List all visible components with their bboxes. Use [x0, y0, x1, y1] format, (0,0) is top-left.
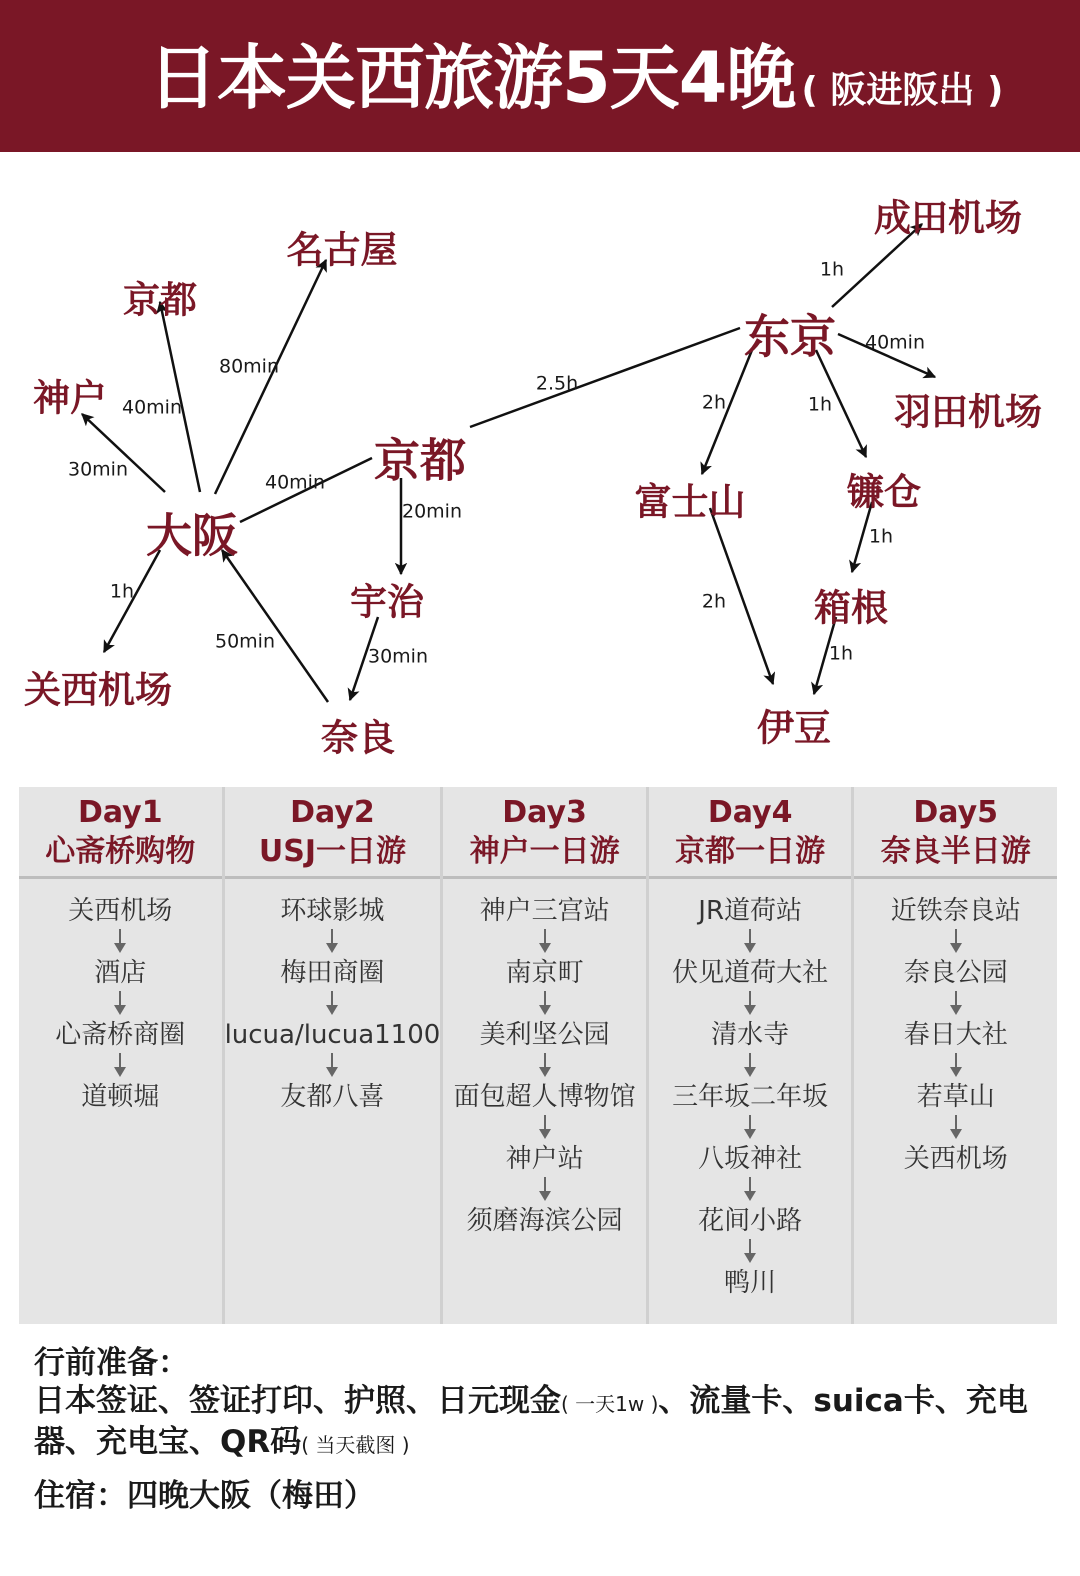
stop-item: 近铁奈良站	[890, 896, 1021, 926]
down-arrow-icon	[443, 1053, 646, 1079]
down-arrow-icon	[649, 1053, 852, 1079]
place-izu: 伊豆	[757, 706, 831, 750]
day-label: Day4	[707, 795, 793, 830]
day-column-1	[19, 787, 225, 1324]
day-stops	[443, 879, 646, 1239]
day-column-4	[649, 787, 855, 1324]
place-haneda: 羽田机场	[894, 390, 1042, 434]
place-names	[24, 197, 1042, 760]
place-kyoto: 京都	[374, 433, 466, 488]
stop-item: 道顿堀	[81, 1082, 160, 1112]
down-arrow-icon	[649, 991, 852, 1017]
stop-item: 三年坂二年坂	[672, 1082, 829, 1112]
prep-note-qr: ( 当天截图 )	[301, 1433, 410, 1457]
stop-item: 环球影城	[280, 896, 385, 926]
stop-item: 神户三宫站	[479, 896, 610, 926]
down-arrow-icon	[225, 929, 441, 955]
edge-label-tokyo-narita: 1h	[819, 258, 845, 281]
stop-item: 关西机场	[903, 1144, 1008, 1174]
place-kobe: 神户	[33, 376, 107, 420]
stop-item: 若草山	[916, 1082, 995, 1112]
stop-item: 奈良公园	[903, 958, 1008, 988]
day-stops	[649, 879, 852, 1301]
stop-item: 友都八喜	[280, 1082, 385, 1112]
day-theme: 京都一日游	[675, 834, 826, 869]
edge-label-osaka-kyoto_l: 40min	[121, 396, 183, 419]
day-header	[19, 787, 222, 879]
route-map	[0, 152, 1080, 780]
down-arrow-icon	[854, 929, 1057, 955]
stop-item: 清水寺	[711, 1020, 790, 1050]
place-kix: 关西机场	[24, 668, 172, 712]
preparation-section	[34, 1344, 1054, 1464]
down-arrow-icon	[443, 1115, 646, 1141]
edge-label-nara-osaka: 50min	[214, 630, 276, 653]
down-arrow-icon	[443, 929, 646, 955]
down-arrow-icon	[443, 991, 646, 1017]
stop-item: 鸭川	[724, 1268, 777, 1298]
down-arrow-icon	[443, 1177, 646, 1203]
day-theme: USJ一日游	[258, 834, 406, 869]
stop-item: 春日大社	[903, 1020, 1008, 1050]
stop-item: 南京町	[505, 958, 584, 988]
down-arrow-icon	[854, 1053, 1057, 1079]
prep-items	[34, 1382, 1054, 1464]
stop-item: 美利坚公园	[479, 1020, 610, 1050]
prep-heading: 行前准备：	[34, 1345, 189, 1381]
accommodation-note: 住宿：四晚大阪（梅田）	[34, 1478, 375, 1514]
stop-item: 须磨海滨公园	[466, 1206, 623, 1236]
title-main: 日本关西旅游5天4晚	[148, 37, 796, 119]
day-label: Day5	[913, 795, 999, 830]
place-narita: 成田机场	[874, 196, 1022, 240]
down-arrow-icon	[225, 1053, 441, 1079]
edge-label-osaka-kix: 1h	[109, 580, 135, 603]
down-arrow-icon	[19, 1053, 222, 1079]
title-subtitle: ( 阪进阪出 )	[801, 70, 1004, 111]
stop-item: 心斋桥商圈	[55, 1020, 186, 1050]
down-arrow-icon	[649, 1177, 852, 1203]
edge-label-tokyo-kamakura: 1h	[807, 393, 833, 416]
day-theme: 奈良半日游	[880, 834, 1031, 869]
stop-item: 酒店	[94, 958, 147, 988]
day-column-5	[854, 787, 1057, 1324]
place-nara: 奈良	[321, 716, 395, 760]
prep-items-a: 日本签证、签证打印、护照、日元现金	[34, 1383, 561, 1419]
edge-label-fuji-izu: 2h	[701, 590, 727, 613]
place-osaka: 大阪	[146, 508, 238, 563]
stop-item: JR道荷站	[698, 896, 803, 926]
stop-item: 八坂神社	[698, 1144, 803, 1174]
stop-item: 面包超人博物馆	[453, 1082, 636, 1112]
down-arrow-icon	[854, 991, 1057, 1017]
stop-item: 关西机场	[68, 896, 173, 926]
place-fuji: 富士山	[634, 480, 746, 524]
edge-label-kyoto-tokyo: 2.5h	[535, 372, 579, 395]
stop-item: 神户站	[505, 1144, 584, 1174]
day-label: Day2	[290, 795, 375, 830]
place-kyoto_l: 京都	[123, 278, 197, 322]
day-theme: 心斋桥购物	[45, 834, 196, 869]
edge-nara-osaka	[222, 550, 328, 702]
place-nagoya: 名古屋	[286, 228, 398, 272]
prep-note-cash: ( 一天1w )	[561, 1392, 659, 1416]
edge-label-kyoto-uji: 20min	[401, 500, 463, 523]
day-header	[854, 787, 1057, 879]
prep-items-b: 、流量卡、suica卡、充电器、充电宝、QR码	[34, 1383, 1028, 1460]
edge-label-osaka-kobe: 30min	[67, 458, 129, 481]
itinerary-table	[19, 787, 1057, 1324]
down-arrow-icon	[19, 991, 222, 1017]
page-title	[148, 28, 1003, 128]
down-arrow-icon	[649, 1115, 852, 1141]
edge-label-kamakura-hakone: 1h	[868, 525, 894, 548]
day-theme: 神户一日游	[469, 834, 620, 869]
edge-kyoto-tokyo	[470, 328, 740, 427]
edge-label-hakone-izu: 1h	[828, 642, 854, 665]
day-label: Day3	[502, 795, 587, 830]
day-header	[443, 787, 646, 879]
down-arrow-icon	[225, 991, 441, 1017]
edge-label-tokyo-fuji: 2h	[701, 391, 727, 414]
place-tokyo: 东京	[744, 309, 836, 364]
down-arrow-icon	[649, 929, 852, 955]
day-column-3	[443, 787, 649, 1324]
route-edges	[82, 224, 935, 702]
day-header	[649, 787, 852, 879]
edge-label-uji-nara: 30min	[367, 645, 429, 668]
day-header	[225, 787, 441, 879]
down-arrow-icon	[649, 1239, 852, 1265]
day-label: Day1	[77, 795, 163, 830]
place-kamakura: 镰仓	[847, 470, 921, 514]
stop-item: 花间小路	[698, 1206, 803, 1236]
edge-label-osaka-nagoya: 80min	[218, 355, 280, 378]
stop-item: 伏见道荷大社	[672, 958, 829, 988]
edge-label-tokyo-haneda: 40min	[864, 331, 926, 354]
down-arrow-icon	[854, 1115, 1057, 1141]
stop-item: lucua/lucua1100	[224, 1020, 441, 1050]
stop-item: 梅田商圈	[280, 958, 385, 988]
place-hakone: 箱根	[814, 586, 888, 630]
down-arrow-icon	[19, 929, 222, 955]
day-stops	[19, 879, 222, 1115]
edge-label-osaka-kyoto: 40min	[264, 471, 326, 494]
day-stops	[854, 879, 1057, 1177]
day-stops	[225, 879, 441, 1115]
place-uji: 宇治	[350, 580, 424, 624]
day-column-2	[225, 787, 444, 1324]
title-banner	[0, 0, 1080, 152]
